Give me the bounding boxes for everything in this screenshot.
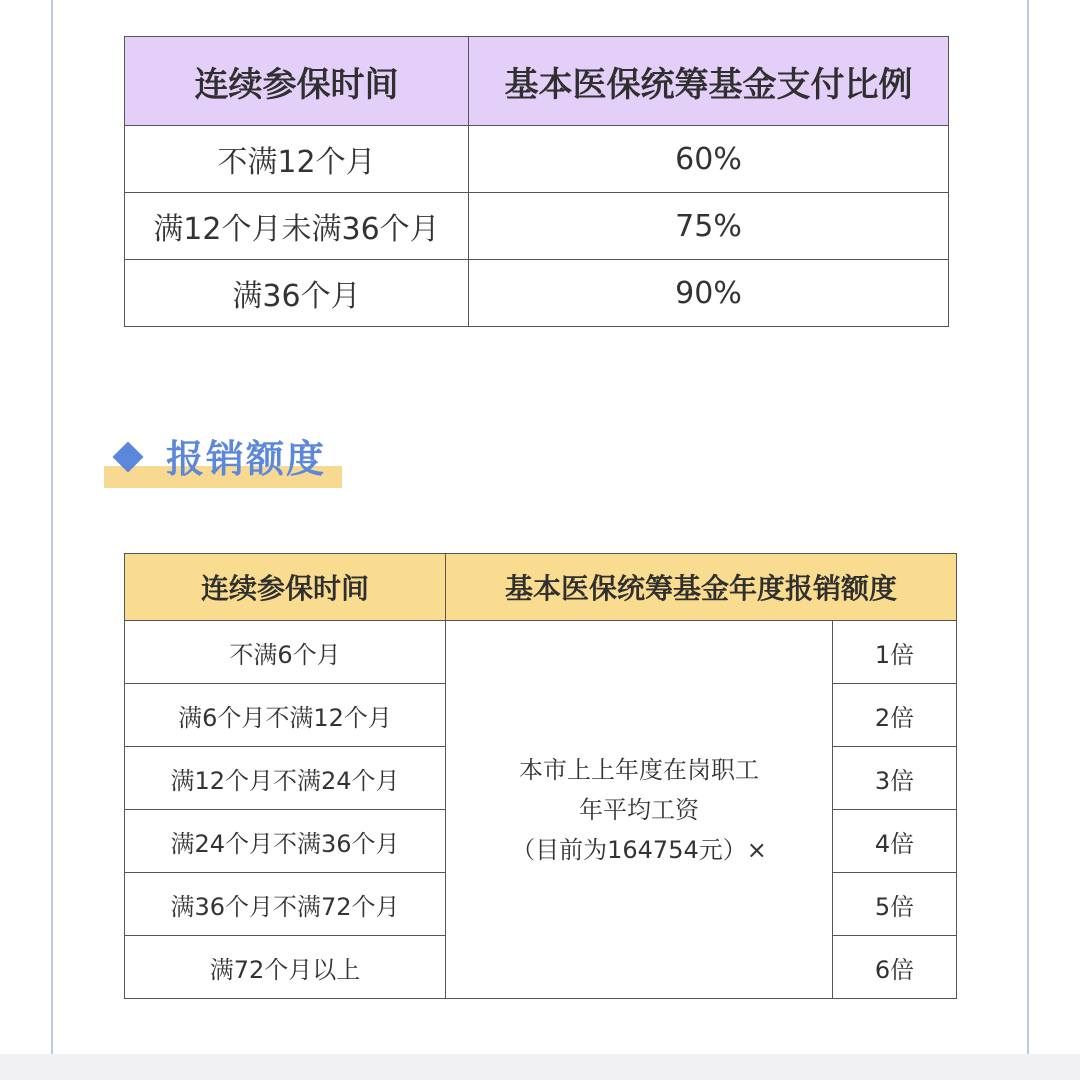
ratio-cell: 90% — [469, 260, 949, 327]
period-cell: 不满6个月 — [125, 621, 446, 684]
left-border-line — [51, 0, 53, 1054]
formula-cell — [446, 621, 833, 999]
period-cell: 满72个月以上 — [125, 936, 446, 999]
table-header-row — [125, 37, 949, 126]
header-insurance-duration: 连续参保时间 — [125, 37, 469, 126]
bottom-strip — [0, 1054, 1080, 1080]
table-row — [125, 260, 949, 327]
period-cell: 满24个月不满36个月 — [125, 810, 446, 873]
ratio-cell: 60% — [469, 126, 949, 193]
multiplier-cell: 2倍 — [833, 684, 957, 747]
table-row — [125, 193, 949, 260]
period-cell: 满6个月不满12个月 — [125, 684, 446, 747]
header-payment-ratio: 基本医保统筹基金支付比例 — [469, 37, 949, 126]
multiplier-cell: 6倍 — [833, 936, 957, 999]
formula-line: 本市上上年度在岗职工 — [519, 755, 759, 784]
table-header-row — [125, 554, 957, 621]
header-insurance-duration: 连续参保时间 — [125, 554, 446, 621]
table-row — [125, 621, 957, 684]
section-title: 报销额度 — [166, 437, 327, 481]
duration-cell: 满12个月未满36个月 — [125, 193, 469, 260]
duration-cell: 满36个月 — [125, 260, 469, 327]
ratio-cell: 75% — [469, 193, 949, 260]
right-border-line — [1027, 0, 1029, 1054]
multiplier-cell: 5倍 — [833, 873, 957, 936]
duration-cell: 不满12个月 — [125, 126, 469, 193]
multiplier-cell: 3倍 — [833, 747, 957, 810]
section-heading-reimbursement — [104, 436, 344, 492]
reimbursement-limit-table — [124, 553, 957, 999]
multiplier-cell: 1倍 — [833, 621, 957, 684]
period-cell: 满36个月不满72个月 — [125, 873, 446, 936]
period-cell: 满12个月不满24个月 — [125, 747, 446, 810]
payment-ratio-table — [124, 36, 949, 327]
header-annual-limit: 基本医保统筹基金年度报销额度 — [446, 554, 957, 621]
table-row — [125, 126, 949, 193]
formula-line: 年平均工资 — [579, 795, 699, 824]
formula-line: （目前为164754元）× — [511, 835, 767, 864]
multiplier-cell: 4倍 — [833, 810, 957, 873]
